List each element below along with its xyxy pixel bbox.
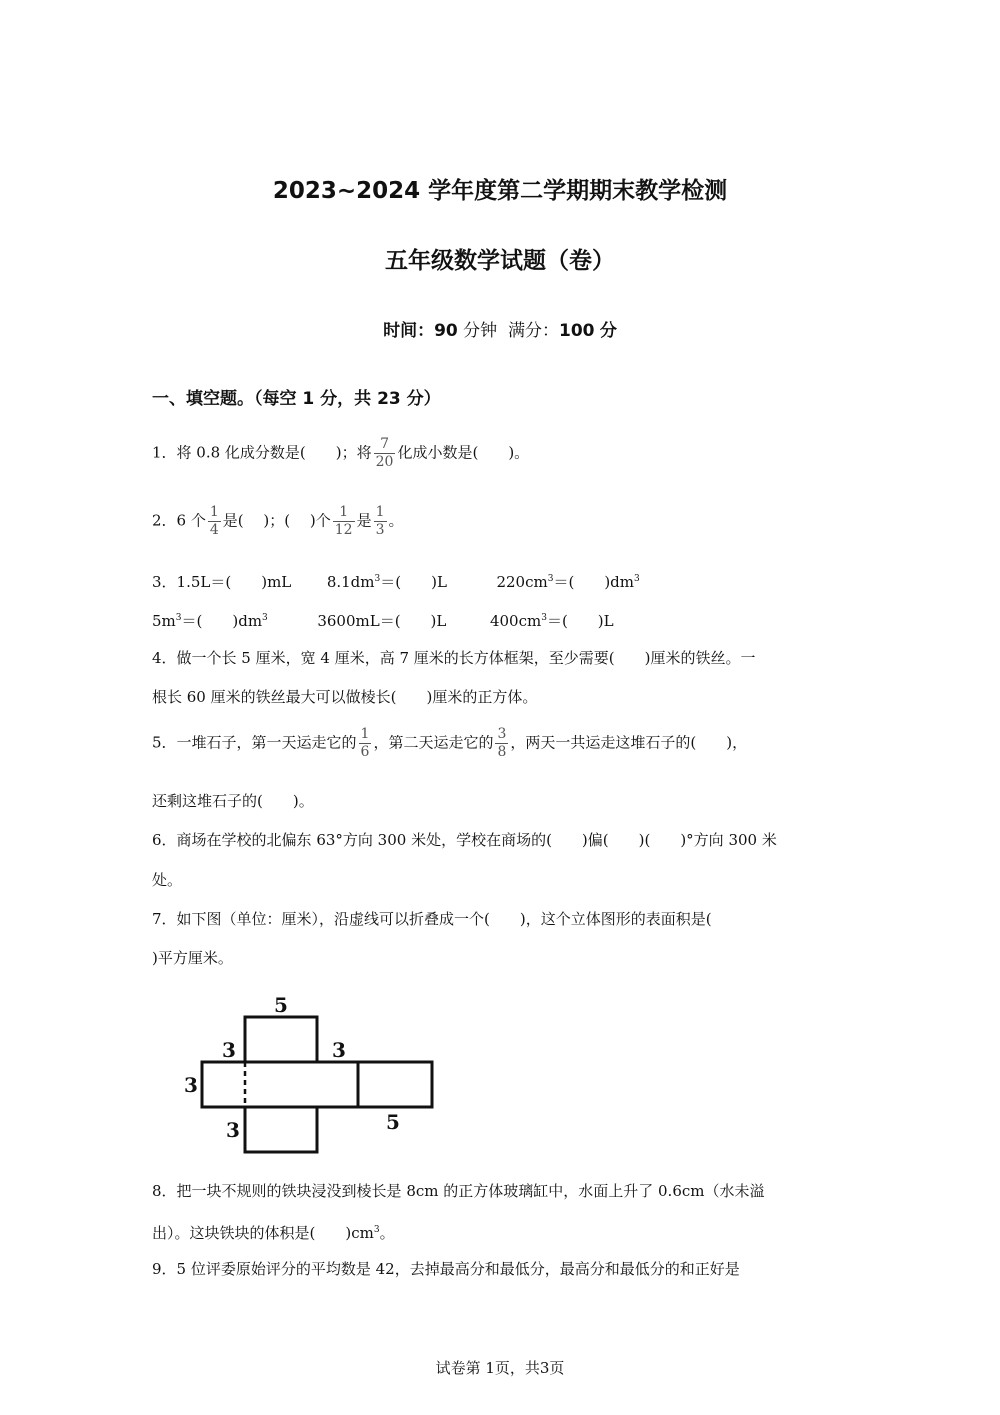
question-8-line-1: 8．把一块不规则的铁块浸没到棱长是 8cm 的正方体玻璃缸中，水面上升了 0.6cm（水未溢 [152,1182,765,1200]
question-5-line-2: 还剩这堆石子的( )。 [152,792,314,810]
score-unit: 分 [599,321,617,341]
net-top-face [245,1017,317,1062]
q2-fraction-3: $\frac{1}{3}$ [375,504,385,538]
question-3-row-1 [152,569,640,592]
question-2 [152,504,404,539]
net-label-lower-left: 3 [226,1118,240,1142]
time-unit: 分钟 [463,321,498,341]
q2-fraction-2: $\frac{1}{12}$ [334,504,353,538]
q2-text-d: 。 [388,511,404,530]
q5-text-b: ，第二天运走它的 [373,733,494,752]
question-5-line-1 [152,726,747,761]
q3-part-4: $5m^3=$( )$dm^3$ [152,612,268,630]
exam-title: 2023~2024 学年度第二学期期末教学检测 [272,178,728,204]
score-value: 100 [558,321,595,341]
net-bottom-face [245,1107,317,1152]
question-6-line-1: 6．商场在学校的北偏东 63°方向 300 米处，学校在商场的( )偏( )( )°方向 300 米 [152,831,777,849]
time-value: 90 [434,321,458,341]
net-label-left: 3 [184,1073,198,1097]
q3-part-3: $220cm^3=$( )$dm^3$ [496,573,640,591]
time-label: 时间： [383,321,435,341]
section-heading: 一、填空题。（每空 1 分，共 23 分） [152,389,441,409]
q3-part-5: 3600mL＝( )L [317,612,447,630]
net-label-upper-right: 3 [332,1038,346,1062]
question-9-line-1: 9．5 位评委原始评分的平均数是 42，去掉最高分和最低分，最高分和最低分的和正好是 [152,1260,740,1278]
question-4-line-1: 4．做一个长 5 厘米，宽 4 厘米，高 7 厘米的长方体框架，至少需要( )厘米的铁丝。一 [152,649,756,667]
q3-part-2: $8.1dm^3=$( )L [326,573,447,591]
question-7-line-2: )平方厘米。 [152,949,233,967]
q5-text-c: ，两天一共运走这堆石子的( )， [510,733,748,752]
q1-text-b: 化成小数是( )。 [397,443,530,462]
page-footer: 试卷第 1页，共3页 [435,1359,565,1377]
question-1 [152,436,529,471]
score-label: 满分： [507,321,559,341]
q1-fraction: $\frac{7}{20}$ [375,436,394,470]
exam-subtitle: 五年级数学试题（卷） [385,248,615,274]
q2-fraction-1: $\frac{1}{4}$ [209,504,219,538]
cuboid-net-figure [180,990,450,1160]
question-7-line-1: 7．如下图（单位：厘米），沿虚线可以折叠成一个( )，这个立体图形的表面积是( [152,910,712,928]
net-middle-strip [202,1062,432,1107]
q3-part-6: $400cm^3=$( )L [489,612,614,630]
q2-text-c: 是 [356,511,372,530]
question-8-line-2: 出）。这块铁块的体积是( )$cm^3$。 [152,1224,395,1242]
q1-text-a: 1．将 0.8 化成分数是( )；将 [152,443,372,462]
q2-text-b: 是( )；( )个 [222,511,331,530]
net-label-top: 5 [274,993,288,1017]
q3-part-1: 3．1.5L＝( )mL [152,573,292,591]
question-4-line-2: 根长 60 厘米的铁丝最大可以做棱长( )厘米的正方体。 [152,688,538,706]
net-label-lower-right: 5 [386,1110,400,1134]
q5-fraction-1: $\frac{1}{6}$ [360,726,370,760]
q5-text-a: 5．一堆石子，第一天运走它的 [152,733,357,752]
exam-info [0,316,1000,341]
question-6-line-2: 处。 [152,871,183,889]
net-label-upper-left: 3 [222,1038,236,1062]
q2-text-a: 2．6 个 [152,511,206,530]
question-3-row-2 [152,608,614,631]
q5-fraction-2: $\frac{3}{8}$ [497,726,507,760]
